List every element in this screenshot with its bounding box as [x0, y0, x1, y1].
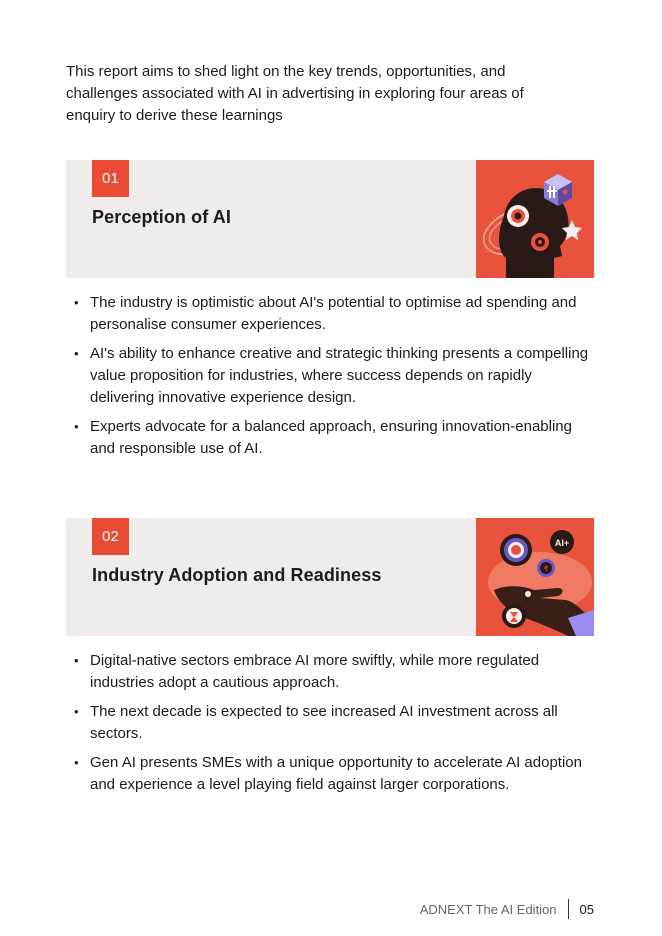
section-number-badge: 02 — [92, 518, 129, 555]
list-item: • Digital-native sectors embrace AI more swiftly, while more regulated industries adopt a cautious approach. — [74, 652, 540, 691]
svg-text:₹: ₹ — [543, 565, 549, 573]
intro-paragraph: This report aims to shed light on the key trends, opportunities, and challenges associated with AI in advertising in exploring four areas of enquiry to derive these learnings — [66, 63, 524, 124]
section-title: Industry Adoption and Readiness — [92, 565, 382, 585]
section-title: Perception of AI — [92, 207, 231, 227]
footer-divider — [568, 899, 569, 919]
list-item: • The next decade is expected to see increased AI investment across all sectors. — [74, 703, 558, 742]
list-item: • The industry is optimistic about AI's potential to optimise ad spending and personalise consumer experiences. — [74, 294, 577, 333]
footer-brand: ADNEXT The AI Edition — [419, 901, 557, 917]
head-profile-icon — [476, 160, 594, 278]
section-number-badge: 01 — [92, 160, 129, 197]
section-card-perception — [66, 160, 594, 278]
list-item: • Gen AI presents SMEs with a unique opportunity to accelerate AI adoption and experience a level playing field against larger corporations. — [74, 754, 582, 793]
adoption-bullet-list — [74, 650, 594, 803]
svg-text:AI+: AI+ — [554, 538, 570, 548]
perception-bullet-list — [74, 292, 594, 467]
hand-with-ai-tokens-icon — [476, 518, 594, 636]
list-item: • AI's ability to enhance creative and strategic thinking presents a compelling value proposition for industries, where success depends on rapidly delivering innovative experience design. — [74, 345, 589, 406]
page-footer — [420, 899, 594, 919]
section-card-adoption — [66, 518, 594, 636]
page-number: 05 — [579, 901, 594, 917]
list-item: • Experts advocate for a balanced approach, ensuring innovation-enabling and responsible use of AI. — [74, 418, 572, 457]
